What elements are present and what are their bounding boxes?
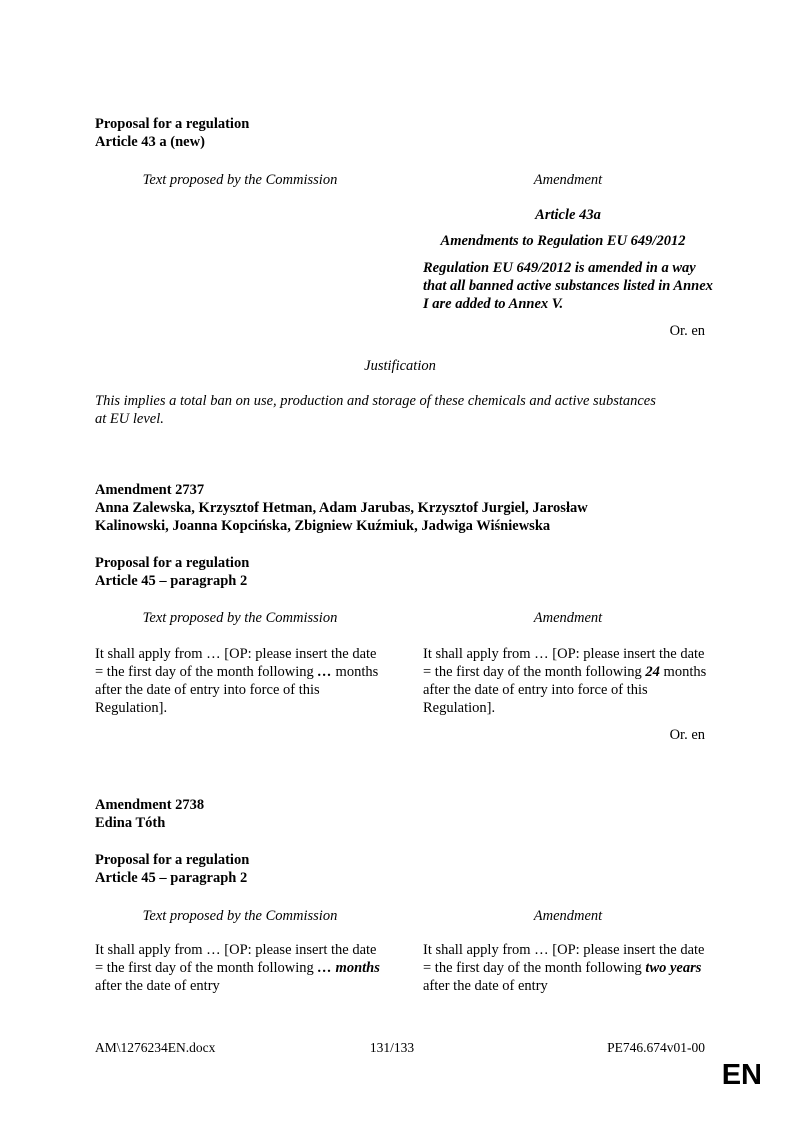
amendment-text: Regulation EU 649/2012 is amended in a way that all banned active substances listed in Annex I are added to Annex V. — [423, 260, 713, 312]
column-header-amendment: Amendment — [533, 172, 603, 188]
footer-document-reference: AM\1276234EN.docx — [95, 1039, 216, 1055]
footer-pe-reference: PE746.674v01-00 — [607, 1039, 705, 1055]
amendment-number: Amendment 2738 — [95, 797, 205, 813]
justification-heading: Justification — [364, 358, 436, 374]
amendment-text: It shall apply from … [OP: please insert the date = the first day of the month following 24 months after the date of entry into force of this Regulation]. — [423, 646, 707, 716]
amendment-authors: Anna Zalewska, Krzysztof Hetman, Adam Jarubas, Krzysztof Jurgiel, Jarosław Kalinowski, Joanna Kopcińska, Zbigniew Kuźmiuk, Jadwiga Wiśniewska — [95, 500, 588, 534]
justification-text: This implies a total ban on use, production and storage of these chemicals and active substances at EU level. — [95, 393, 656, 427]
proposal-heading: Proposal for a regulation — [95, 852, 250, 868]
column-header-commission: Text proposed by the Commission — [142, 172, 338, 188]
original-language: Or. en — [669, 323, 705, 339]
new-article-subtitle: Amendments to Regulation EU 649/2012 — [440, 233, 686, 249]
proposal-heading: Proposal for a regulation — [95, 555, 250, 571]
amendment-text: It shall apply from … [OP: please insert the date = the first day of the month following two years after the date of entry — [423, 942, 705, 994]
commission-text: It shall apply from … [OP: please insert the date = the first day of the month following … months after the date of entry — [95, 942, 380, 994]
column-header-amendment: Amendment — [533, 908, 603, 924]
footer-page-number: 131/133 — [369, 1039, 415, 1055]
language-mark: EN — [721, 1059, 762, 1091]
column-header-commission: Text proposed by the Commission — [142, 908, 338, 924]
column-header-commission: Text proposed by the Commission — [142, 610, 338, 626]
new-article-title: Article 43a — [535, 207, 601, 223]
amendment-number: Amendment 2737 — [95, 482, 205, 498]
article-reference: Article 45 – paragraph 2 — [95, 870, 248, 886]
article-reference: Article 45 – paragraph 2 — [95, 573, 248, 589]
proposal-heading: Proposal for a regulation — [95, 116, 250, 132]
commission-text: It shall apply from … [OP: please insert the date = the first day of the month following … months after the date of entry into force of this Regulation]. — [95, 646, 379, 716]
original-language: Or. en — [669, 727, 705, 743]
article-reference: Article 43 a (new) — [95, 134, 205, 150]
column-header-amendment: Amendment — [533, 610, 603, 626]
amendment-authors: Edina Tóth — [95, 815, 166, 831]
